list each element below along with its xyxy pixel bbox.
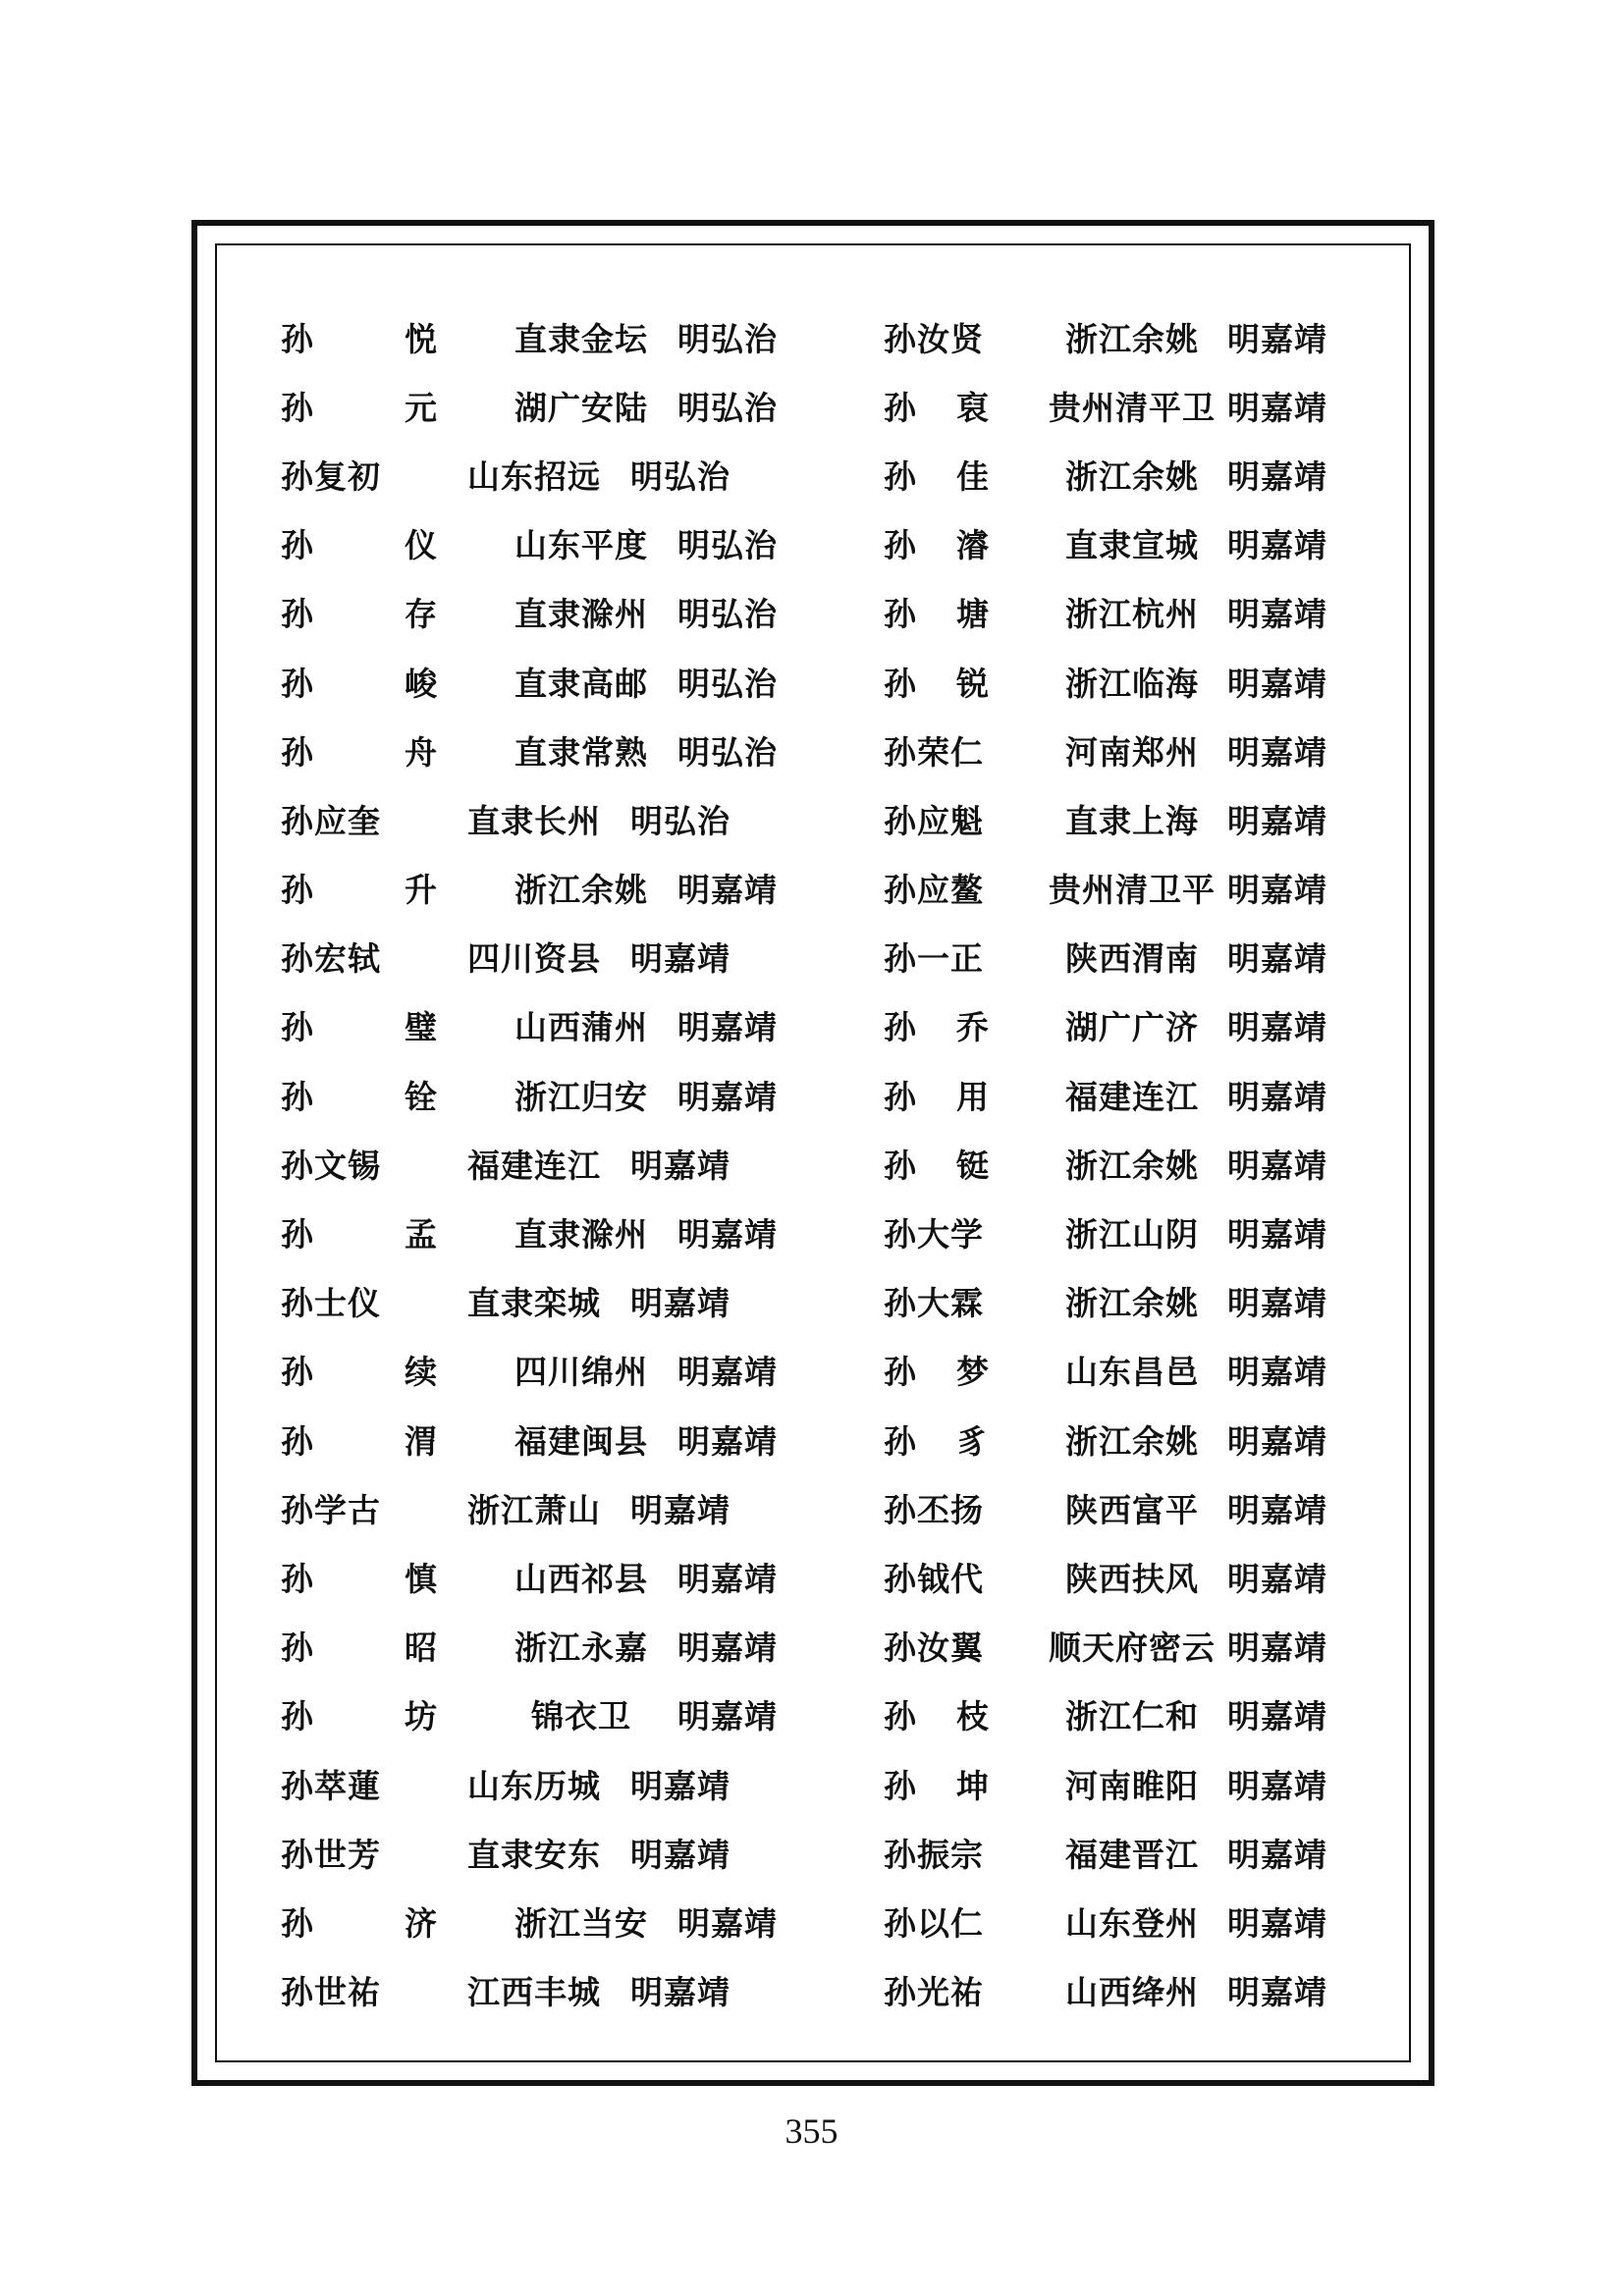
native-place: 锦衣卫 xyxy=(531,1697,631,1736)
dynasty-era: 明嘉靖 xyxy=(1227,1421,1327,1461)
dynasty-era: 明嘉靖 xyxy=(1227,871,1327,910)
roster-row xyxy=(884,1681,1345,1749)
roster-row xyxy=(884,302,1345,371)
person-name: 孙 存 xyxy=(281,595,438,634)
roster-row xyxy=(884,1267,1345,1336)
person-name: 孙 元 xyxy=(281,388,438,427)
dynasty-era: 明弘治 xyxy=(630,456,730,496)
person-name: 孙 用 xyxy=(884,1077,990,1116)
roster-row xyxy=(281,1681,795,1749)
native-place: 山东历城 xyxy=(467,1766,601,1805)
native-place: 直隶滁州 xyxy=(514,1215,648,1255)
person-name: 孙 佳 xyxy=(884,456,990,496)
dynasty-era: 明嘉靖 xyxy=(1227,1629,1327,1668)
native-place: 直隶长州 xyxy=(467,801,601,840)
person-name: 孙 濬 xyxy=(884,526,990,565)
roster-row xyxy=(884,647,1345,716)
native-place: 直隶常熟 xyxy=(514,732,648,772)
native-place: 江西丰城 xyxy=(467,1973,601,2012)
dynasty-era: 明弘治 xyxy=(677,664,778,703)
roster-row xyxy=(884,578,1345,647)
person-name: 孙以仁 xyxy=(884,1903,984,1943)
native-place: 浙江萧山 xyxy=(467,1490,601,1529)
native-place: 山东招远 xyxy=(467,456,601,496)
dynasty-era: 明嘉靖 xyxy=(1227,456,1327,496)
roster-row xyxy=(884,440,1345,508)
person-name: 孙光祐 xyxy=(884,1973,984,2012)
person-name: 孙 悦 xyxy=(281,319,438,358)
native-place: 直隶滁州 xyxy=(514,595,648,634)
person-name: 孙 仪 xyxy=(281,526,438,565)
roster-row xyxy=(281,1612,795,1681)
roster-row xyxy=(281,1060,795,1129)
roster-row xyxy=(281,1336,795,1405)
person-name: 孙 坤 xyxy=(884,1766,990,1805)
roster-row xyxy=(884,1129,1345,1198)
roster-row xyxy=(281,1956,795,2025)
native-place: 福建晋江 xyxy=(1065,1835,1199,1874)
native-place: 直隶宣城 xyxy=(1065,526,1199,565)
roster-row xyxy=(884,1612,1345,1681)
dynasty-era: 明嘉靖 xyxy=(677,1008,778,1047)
dynasty-era: 明嘉靖 xyxy=(1227,1835,1327,1874)
dynasty-era: 明嘉靖 xyxy=(1227,801,1327,840)
roster-row xyxy=(281,991,795,1060)
dynasty-era: 明嘉靖 xyxy=(630,1284,730,1323)
dynasty-era: 明嘉靖 xyxy=(677,1559,778,1598)
dynasty-era: 明嘉靖 xyxy=(1227,1353,1327,1392)
native-place: 福建闽县 xyxy=(514,1421,648,1461)
person-name: 孙 乔 xyxy=(884,1008,990,1047)
person-name: 孙 峻 xyxy=(281,664,438,703)
roster-row xyxy=(281,1887,795,1955)
dynasty-era: 明嘉靖 xyxy=(1227,1284,1327,1323)
person-name: 孙宏轼 xyxy=(281,939,381,979)
native-place: 河南睢阳 xyxy=(1065,1766,1199,1805)
roster-row xyxy=(281,578,795,647)
roster-row xyxy=(884,784,1345,853)
person-name: 孙 铨 xyxy=(281,1077,438,1116)
dynasty-era: 明嘉靖 xyxy=(677,1697,778,1736)
roster-row xyxy=(884,1405,1345,1473)
dynasty-era: 明嘉靖 xyxy=(630,1835,730,1874)
person-name: 孙复初 xyxy=(281,456,381,496)
person-name: 孙 裒 xyxy=(884,388,990,427)
native-place: 山东昌邑 xyxy=(1065,1353,1199,1392)
native-place: 浙江余姚 xyxy=(514,871,648,910)
dynasty-era: 明嘉靖 xyxy=(630,1490,730,1529)
native-place: 浙江临海 xyxy=(1065,664,1199,703)
person-name: 孙 铤 xyxy=(884,1146,990,1185)
native-place: 四川绵州 xyxy=(514,1353,648,1392)
roster-row xyxy=(884,1060,1345,1129)
person-name: 孙大学 xyxy=(884,1215,984,1255)
native-place: 浙江杭州 xyxy=(1065,595,1199,634)
roster-row xyxy=(281,923,795,991)
native-place: 四川资县 xyxy=(467,939,601,979)
native-place: 贵州清卫平 xyxy=(1049,871,1216,910)
native-place: 直隶上海 xyxy=(1065,801,1199,840)
roster-row xyxy=(281,647,795,716)
roster-row xyxy=(281,1542,795,1611)
native-place: 山西蒲州 xyxy=(514,1008,648,1047)
roster-row xyxy=(884,923,1345,991)
person-name: 孙 渭 xyxy=(281,1421,438,1461)
roster-row xyxy=(884,716,1345,784)
dynasty-era: 明嘉靖 xyxy=(1227,1215,1327,1255)
roster-row xyxy=(884,1818,1345,1887)
native-place: 贵州清平卫 xyxy=(1049,388,1216,427)
dynasty-era: 明嘉靖 xyxy=(1227,595,1327,634)
dynasty-era: 明嘉靖 xyxy=(1227,388,1327,427)
person-name: 孙 慎 xyxy=(281,1559,438,1598)
native-place: 直隶安东 xyxy=(467,1835,601,1874)
dynasty-era: 明弘治 xyxy=(677,388,778,427)
roster-column-right xyxy=(884,302,1345,2025)
dynasty-era: 明嘉靖 xyxy=(630,1146,730,1185)
native-place: 山东平度 xyxy=(514,526,648,565)
roster-row xyxy=(884,371,1345,440)
roster-row xyxy=(281,1473,795,1542)
dynasty-era: 明嘉靖 xyxy=(630,1973,730,2012)
native-place: 福建连江 xyxy=(1065,1077,1199,1116)
roster-row xyxy=(884,991,1345,1060)
dynasty-era: 明嘉靖 xyxy=(1227,732,1327,772)
person-name: 孙 升 xyxy=(281,871,438,910)
dynasty-era: 明弘治 xyxy=(677,319,778,358)
dynasty-era: 明嘉靖 xyxy=(1227,526,1327,565)
roster-row xyxy=(281,716,795,784)
native-place: 陕西富平 xyxy=(1065,1490,1199,1529)
native-place: 浙江余姚 xyxy=(1065,456,1199,496)
person-name: 孙丕扬 xyxy=(884,1490,984,1529)
native-place: 福建连江 xyxy=(467,1146,601,1185)
dynasty-era: 明弘治 xyxy=(677,732,778,772)
native-place: 直隶栾城 xyxy=(467,1284,601,1323)
roster-row xyxy=(281,1198,795,1266)
person-name: 孙世芳 xyxy=(281,1835,381,1874)
person-name: 孙学古 xyxy=(281,1490,381,1529)
person-name: 孙钺代 xyxy=(884,1559,984,1598)
roster-row xyxy=(281,1818,795,1887)
roster-row xyxy=(884,1956,1345,2025)
native-place: 浙江归安 xyxy=(514,1077,648,1116)
roster-row xyxy=(884,1887,1345,1955)
person-name: 孙 锐 xyxy=(884,664,990,703)
roster-row xyxy=(281,509,795,578)
dynasty-era: 明嘉靖 xyxy=(677,871,778,910)
native-place: 湖广安陆 xyxy=(514,388,648,427)
native-place: 湖广广济 xyxy=(1065,1008,1199,1047)
dynasty-era: 明嘉靖 xyxy=(1227,1697,1327,1736)
person-name: 孙应鳌 xyxy=(884,871,984,910)
native-place: 浙江山阴 xyxy=(1065,1215,1199,1255)
roster-column-left xyxy=(281,302,795,2025)
dynasty-era: 明嘉靖 xyxy=(1227,1077,1327,1116)
roster-row xyxy=(884,509,1345,578)
native-place: 浙江当安 xyxy=(514,1903,648,1943)
dynasty-era: 明弘治 xyxy=(677,526,778,565)
dynasty-era: 明嘉靖 xyxy=(677,1421,778,1461)
person-name: 孙 昭 xyxy=(281,1629,438,1668)
native-place: 顺天府密云 xyxy=(1049,1629,1216,1668)
dynasty-era: 明嘉靖 xyxy=(677,1353,778,1392)
person-name: 孙 塘 xyxy=(884,595,990,634)
roster-row xyxy=(281,1405,795,1473)
native-place: 陕西渭南 xyxy=(1065,939,1199,979)
roster-row xyxy=(884,854,1345,923)
native-place: 陕西扶风 xyxy=(1065,1559,1199,1598)
dynasty-era: 明嘉靖 xyxy=(1227,1559,1327,1598)
dynasty-era: 明嘉靖 xyxy=(1227,1766,1327,1805)
person-name: 孙 续 xyxy=(281,1353,438,1392)
native-place: 山西绛州 xyxy=(1065,1973,1199,2012)
person-name: 孙 济 xyxy=(281,1903,438,1943)
dynasty-era: 明嘉靖 xyxy=(1227,939,1327,979)
native-place: 浙江余姚 xyxy=(1065,319,1199,358)
roster-row xyxy=(281,1129,795,1198)
dynasty-era: 明嘉靖 xyxy=(1227,1973,1327,2012)
native-place: 浙江仁和 xyxy=(1065,1697,1199,1736)
dynasty-era: 明嘉靖 xyxy=(1227,1008,1327,1047)
native-place: 浙江余姚 xyxy=(1065,1421,1199,1461)
person-name: 孙应魁 xyxy=(884,801,984,840)
person-name: 孙 枝 xyxy=(884,1697,990,1736)
native-place: 直隶高邮 xyxy=(514,664,648,703)
dynasty-era: 明嘉靖 xyxy=(630,939,730,979)
roster-row xyxy=(884,1198,1345,1266)
roster-row xyxy=(884,1336,1345,1405)
roster-row xyxy=(281,854,795,923)
roster-row xyxy=(281,371,795,440)
page-number: 355 xyxy=(784,2111,839,2151)
roster-row xyxy=(281,302,795,371)
person-name: 孙文锡 xyxy=(281,1146,381,1185)
person-name: 孙汝贤 xyxy=(884,319,984,358)
person-name: 孙 舟 xyxy=(281,732,438,772)
person-name: 孙 璧 xyxy=(281,1008,438,1047)
dynasty-era: 明嘉靖 xyxy=(1227,1903,1327,1943)
dynasty-era: 明弘治 xyxy=(630,801,730,840)
person-name: 孙萃蓮 xyxy=(281,1766,381,1805)
person-name: 孙 梦 xyxy=(884,1353,990,1392)
dynasty-era: 明嘉靖 xyxy=(1227,1146,1327,1185)
native-place: 浙江余姚 xyxy=(1065,1284,1199,1323)
native-place: 山西祁县 xyxy=(514,1559,648,1598)
person-name: 孙荣仁 xyxy=(884,732,984,772)
roster-row xyxy=(884,1542,1345,1611)
dynasty-era: 明嘉靖 xyxy=(1227,664,1327,703)
person-name: 孙振宗 xyxy=(884,1835,984,1874)
dynasty-era: 明嘉靖 xyxy=(677,1903,778,1943)
person-name: 孙 豸 xyxy=(884,1421,990,1461)
native-place: 直隶金坛 xyxy=(514,319,648,358)
native-place: 河南郑州 xyxy=(1065,732,1199,772)
dynasty-era: 明嘉靖 xyxy=(1227,319,1327,358)
roster-row xyxy=(281,1267,795,1336)
person-name: 孙士仪 xyxy=(281,1284,381,1323)
person-name: 孙 坊 xyxy=(281,1697,438,1736)
person-name: 孙应奎 xyxy=(281,801,381,840)
dynasty-era: 明嘉靖 xyxy=(677,1215,778,1255)
roster-row xyxy=(281,1749,795,1818)
roster-row xyxy=(281,440,795,508)
dynasty-era: 明嘉靖 xyxy=(677,1077,778,1116)
dynasty-era: 明嘉靖 xyxy=(677,1629,778,1668)
person-name: 孙一正 xyxy=(884,939,984,979)
person-name: 孙 孟 xyxy=(281,1215,438,1255)
native-place: 浙江永嘉 xyxy=(514,1629,648,1668)
native-place: 浙江余姚 xyxy=(1065,1146,1199,1185)
roster-row xyxy=(884,1749,1345,1818)
person-name: 孙汝翼 xyxy=(884,1629,984,1668)
person-name: 孙世祐 xyxy=(281,1973,381,2012)
native-place: 山东登州 xyxy=(1065,1903,1199,1943)
dynasty-era: 明弘治 xyxy=(677,595,778,634)
dynasty-era: 明嘉靖 xyxy=(630,1766,730,1805)
dynasty-era: 明嘉靖 xyxy=(1227,1490,1327,1529)
roster-row xyxy=(884,1473,1345,1542)
roster-row xyxy=(281,784,795,853)
person-name: 孙大霖 xyxy=(884,1284,984,1323)
